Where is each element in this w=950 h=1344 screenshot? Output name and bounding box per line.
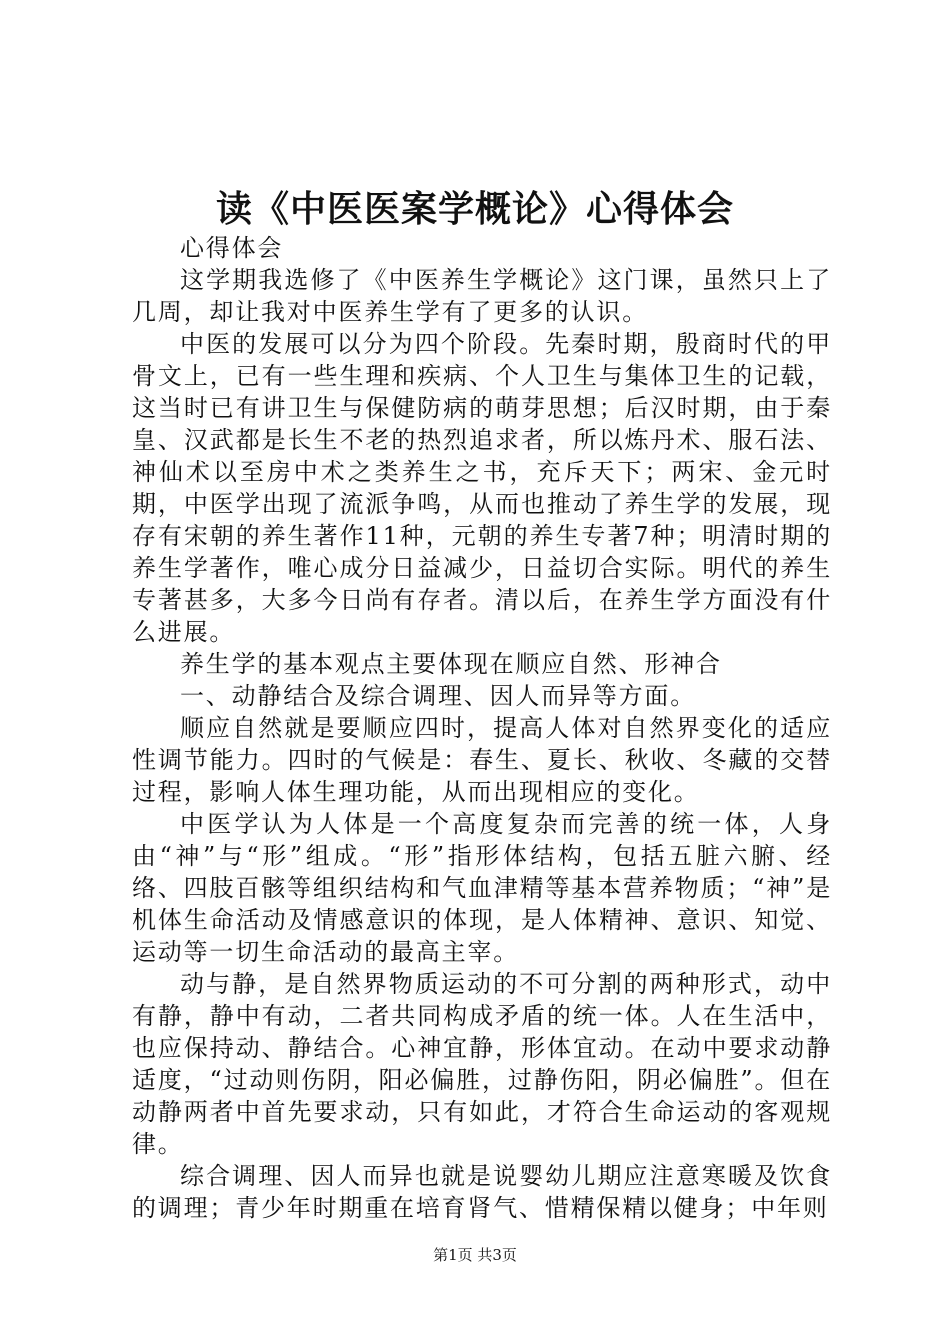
paragraph: 中医的发展可以分为四个阶段。先秦时期，殷商时代的甲骨文上，已有一些生理和疾病、个人卫生与集体卫生的记载，这当时已有讲卫生与保健防病的萌芽思想；后汉时期，由于秦皇、汉武都是长生不老的热烈追求者，所以炼丹术、服石法、神仙术以至房中术之类养生之书，充斥天下；两宋、金元时期，中医学出现了流派争鸣，从而也推动了养生学的发展，现存有宋朝的养生著作11种，元朝的养生专著7种；明清时期的养生学著作，唯心成分日益减少，日益切合实际。明代的养生专著甚多，大多今日尚有存者。清以后，在养生学方面没有什么进展。 [132, 330, 832, 646]
paragraph: 养生学的基本观点主要体现在顺应自然、形神合 [180, 650, 722, 678]
paragraph: 综合调理、因人而异也就是说婴幼儿期应注意寒暖及饮食的调理；青少年时期重在培育肾气、惜精保精以健身；中年则 [132, 1162, 832, 1222]
paragraph: 心得体会 [180, 234, 284, 262]
page-footer: 第1页 共3页 [433, 1246, 517, 1264]
document-title: 读《中医医案学概论》心得体会 [215, 188, 734, 230]
paragraph: 中医学认为人体是一个高度复杂而完善的统一体，人身由“神”与“形”组成。“形”指形体结构，包括五脏六腑、经络、四肢百骸等组织结构和气血津精等基本营养物质；“神”是机体生命活动及情感意识的体现，是人体精神、意识、知觉、运动等一切生命活动的最高主宰。 [132, 810, 832, 966]
paragraph: 动与静，是自然界物质运动的不可分割的两种形式，动中有静，静中有动，二者共同构成矛盾的统一体。人在生活中，也应保持动、静结合。心神宜静，形体宜动。在动中要求动静适度，“过动则伤阴，阳必偏胜，过静伤阳，阴必偏胜”。但在动静两者中首先要求动，只有如此，才符合生命运动的客观规律。 [132, 970, 832, 1158]
paragraph: 这学期我选修了《中医养生学概论》这门课，虽然只上了几周，却让我对中医养生学有了更多的认识。 [132, 266, 832, 326]
paragraph: 顺应自然就是要顺应四时，提高人体对自然界变化的适应性调节能力。四时的气候是：春生、夏长、秋收、冬藏的交替过程，影响人体生理功能，从而出现相应的变化。 [132, 714, 832, 806]
paragraph: 一、动静结合及综合调理、因人而异等方面。 [180, 682, 696, 710]
document-body [132, 232, 832, 1224]
